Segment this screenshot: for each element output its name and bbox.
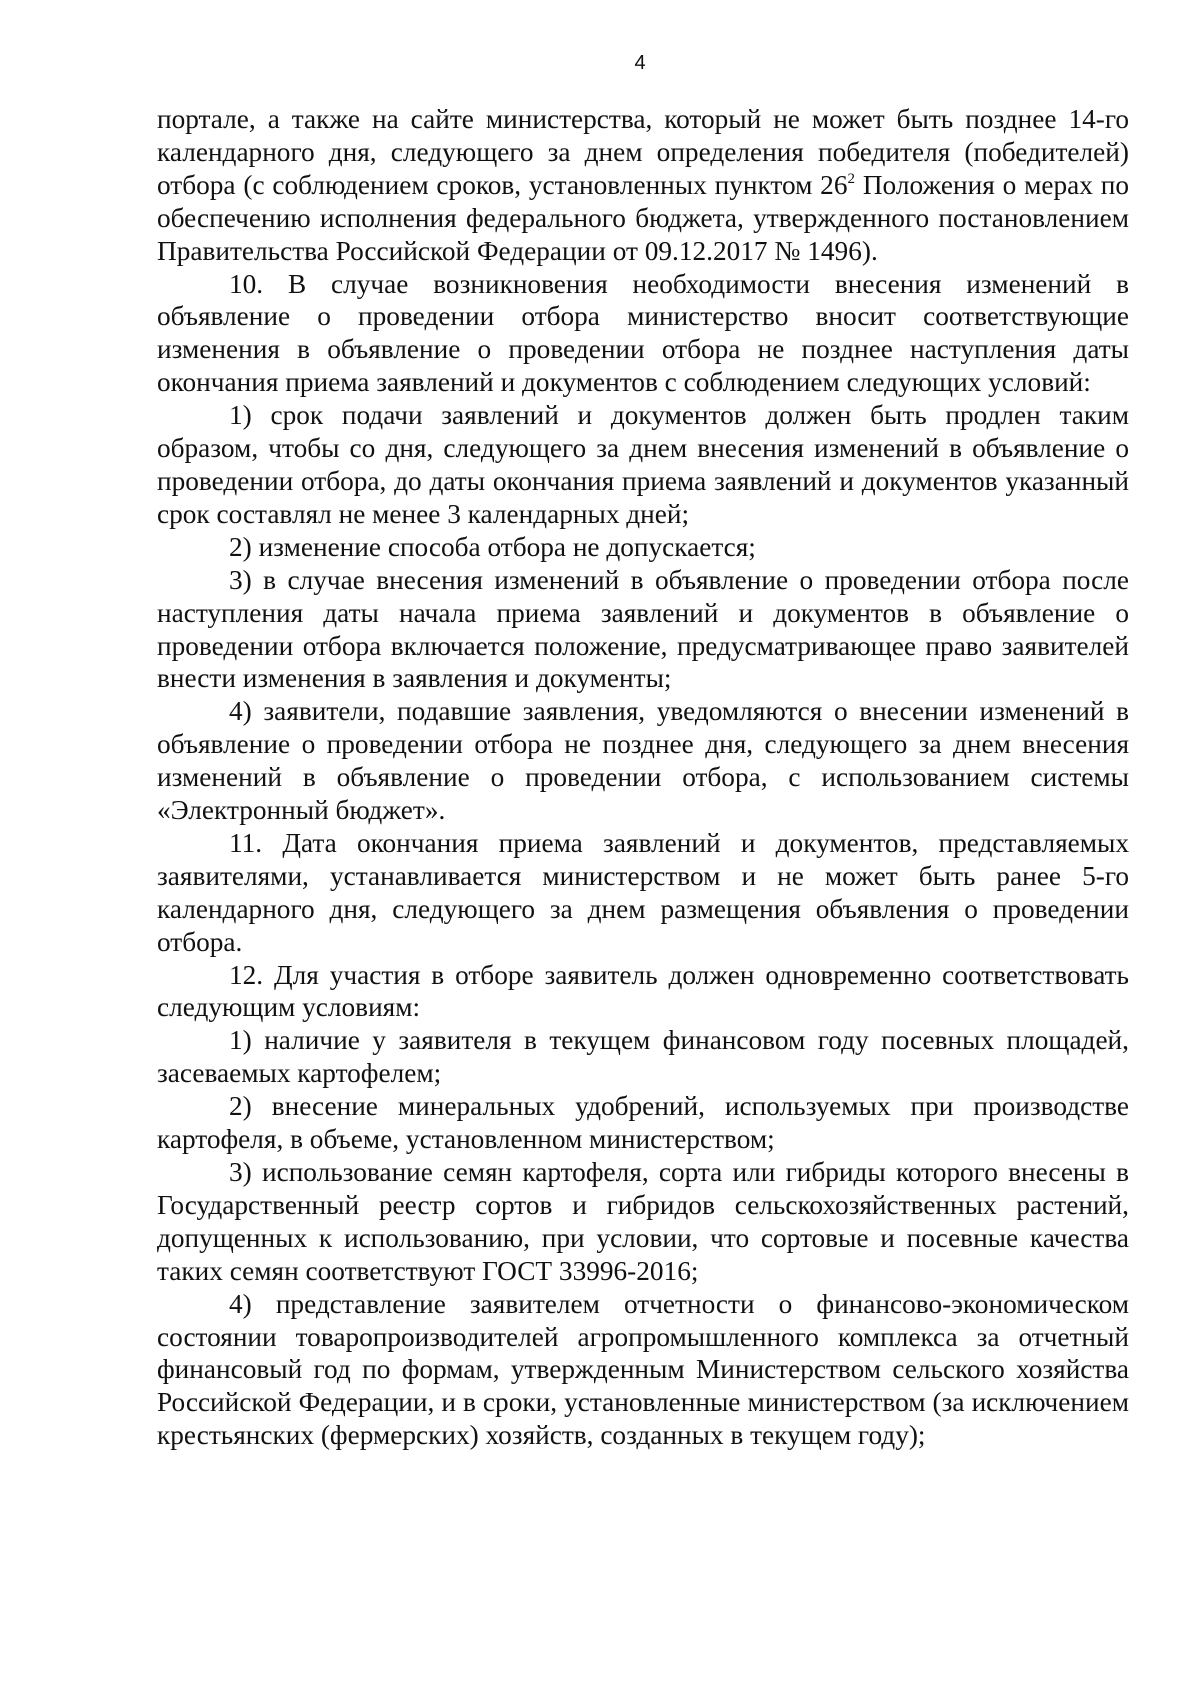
- page-number: 4: [634, 52, 646, 74]
- document-body: [157, 103, 1129, 1452]
- list-item-10-1: 1) срок подачи заявлений и документов должен быть продлен таким образом, чтобы со дня, следующего за днем внесения изменений в объявление о проведении отбора, до даты окончания приема заявлений и документов указанный срок составлял не менее 3 календарных дней;: [157, 400, 1129, 529]
- paragraph-intro: [157, 103, 1129, 268]
- list-item-12-3: 3) использование семян картофеля, сорта или гибриды которого внесены в Государственный реестр сортов и гибридов сельскохозяйственных растений, допущенных к использованию, при условии, что сортовые и посевные качества таких семян соответствуют ГОСТ 33996-2016;: [157, 1157, 1129, 1286]
- intro-text-start: портале, а также на сайте министерства, который не может быть позднее 14-го календарного дня, следующего за днем определения победителя (победителей) отбора (с соблюдением сроков, установленных пунктом 26: [157, 104, 1129, 200]
- list-item-12-4: 4) представление заявителем отчетности о финансово-экономическом состоянии товаропроизводителей агропромышленного комплекса за отчетный финансовый год по формам, утвержденным Министерством сельского хозяйства Российской Федерации, и в сроки, установленные министерством (за исключением крестьянских (фермерских) хозяйств, созданных в текущем году);: [157, 1288, 1129, 1451]
- list-item-10-4: 4) заявители, подавшие заявления, уведомляются о внесении изменений в объявление о проведении отбора не позднее дня, следующего за днем внесения изменений в объявление о проведении отбора, с использованием системы «Электронный бюджет».: [157, 696, 1129, 826]
- paragraph-11: 11. Дата окончания приема заявлений и документов, представляемых заявителями, устанавливается министерством и не может быть ранее 5-го календарного дня, следующего за днем размещения объявления о проведении отбора.: [157, 827, 1129, 957]
- paragraph-12: 12. Для участия в отборе заявитель должен одновременно соответствовать следующим условиям:: [157, 959, 1129, 1023]
- list-item-12-2: 2) внесение минеральных удобрений, используемых при производстве картофеля, в объеме, установленном министерством;: [157, 1091, 1129, 1155]
- list-item-10-3: 3) в случае внесения изменений в объявление о проведении отбора после наступления даты начала приема заявлений и документов в объявление о проведении отбора включается положение, предусматривающее право заявителей внести изменения в заявления и документы;: [157, 564, 1129, 694]
- intro-text-end: Положения о мерах по обеспечению исполнения федерального бюджета, утвержденного постановлением Правительства Российской Федерации от 09.12.2017 № 1496).: [157, 169, 1129, 266]
- list-item-10-2: 2) изменение способа отбора не допускается;: [229, 531, 756, 562]
- list-item-12-1: 1) наличие у заявителя в текущем финансовом году посевных площадей, засеваемых картофелем;: [157, 1025, 1129, 1089]
- paragraph-10: 10. В случае возникновения необходимости внесения изменений в объявление о проведении отбора министерство вносит соответствующие изменения в объявление о проведении отбора не позднее наступления даты окончания приема заявлений и документов с соблюдением следующих условий:: [157, 268, 1129, 398]
- footnote-superscript: 2: [847, 170, 855, 187]
